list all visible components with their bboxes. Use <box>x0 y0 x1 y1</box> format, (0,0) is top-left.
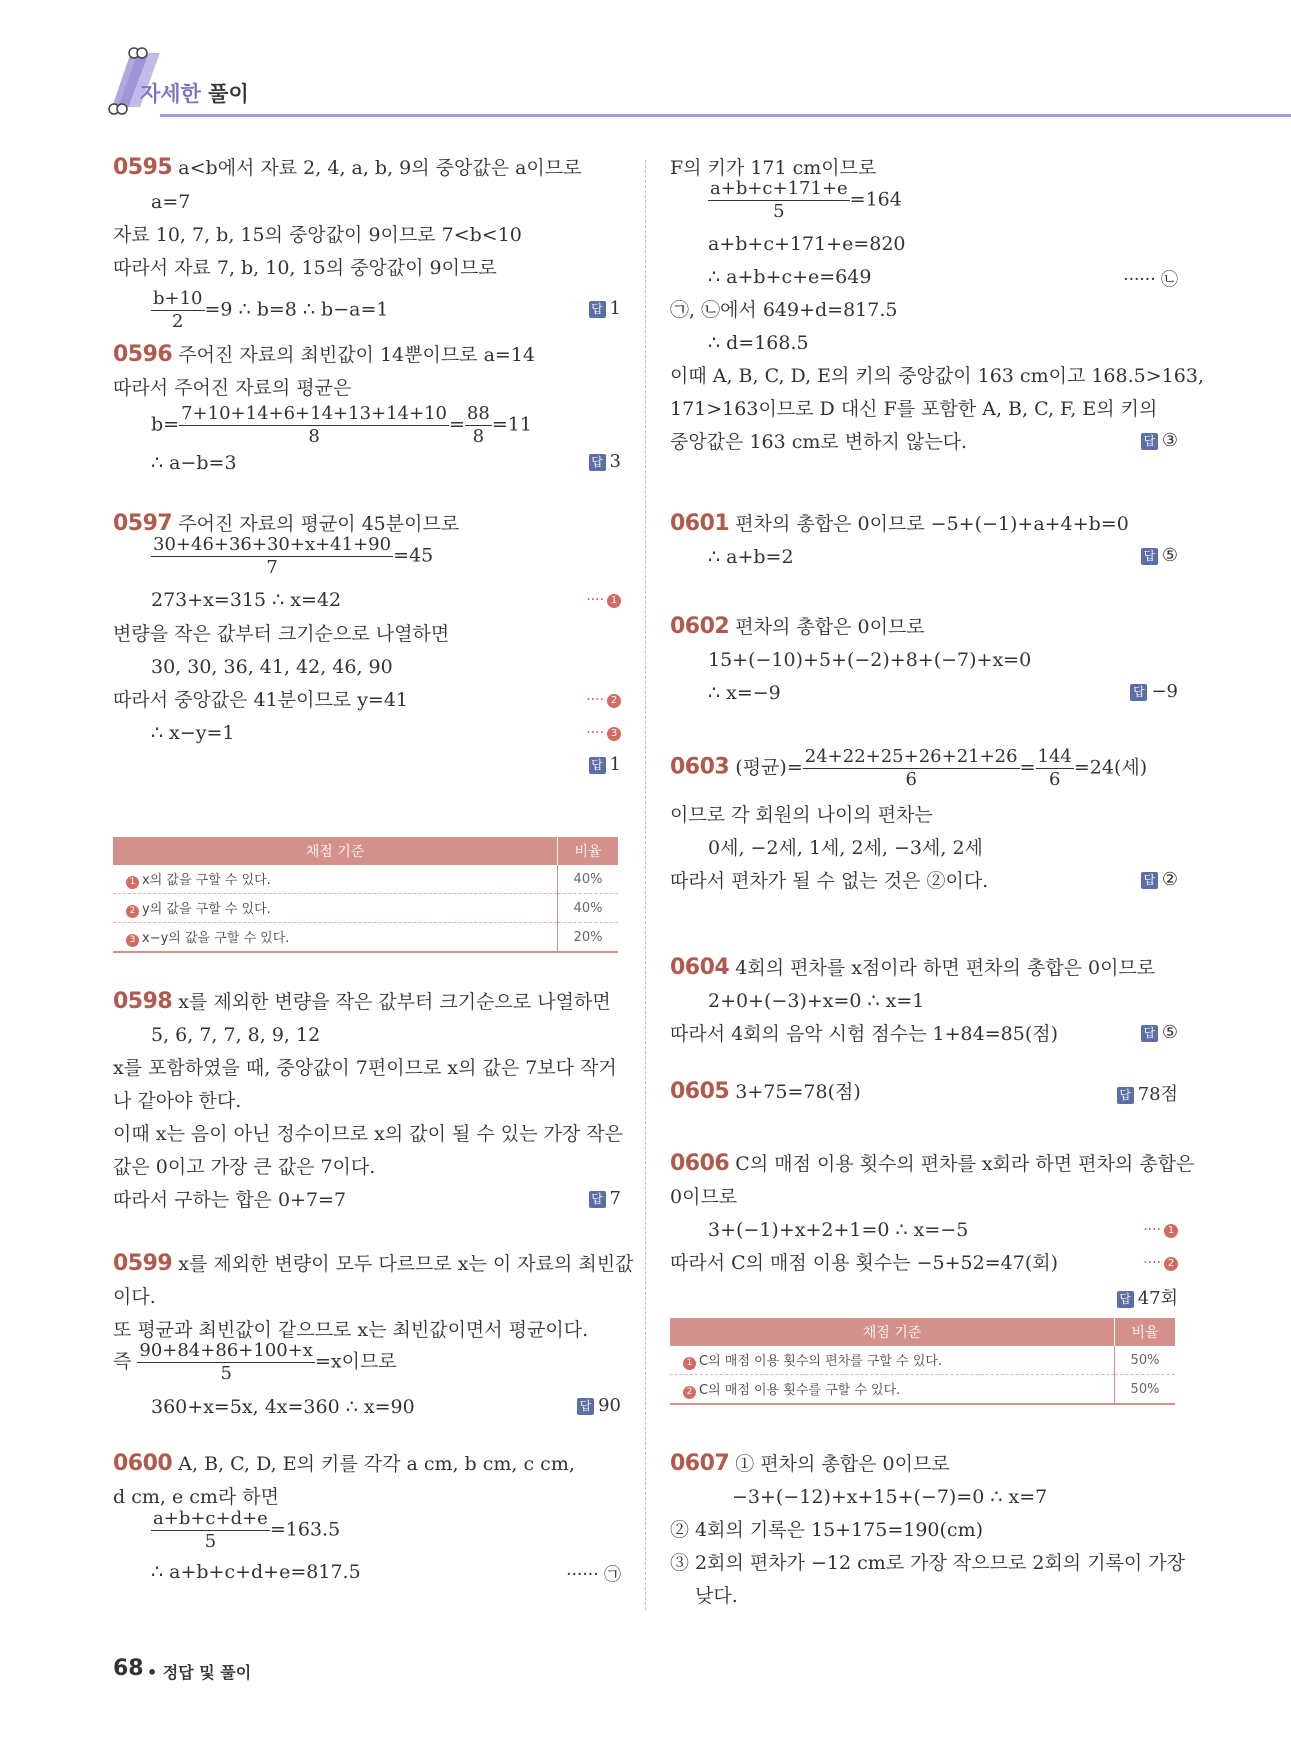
text-line: x를 제외한 변량을 작은 값부터 크기순으로 나열하면 <box>178 991 611 1013</box>
text-line: ① 편차의 총합은 0이므로 <box>735 1453 950 1475</box>
text-line: 따라서 자료 7, b, 10, 15의 중앙값이 9이므로 <box>113 257 497 279</box>
text-line: 360+x=5x, 4x=360 ∴ x=90 <box>151 1396 415 1418</box>
text-line: a+b+c+171+e=820 <box>708 233 906 255</box>
text-line: 주어진 자료의 최빈값이 14뿐이므로 a=14 <box>178 344 535 366</box>
formula-line: b= $\frac{7+10+14+6+14+13+14+10}{8}$ = $\frac{88}{8}$ =11 <box>151 403 532 447</box>
formula-line: 즉 $\frac{90+84+86+100+x}{5}$ =x이므로 <box>113 1340 397 1384</box>
problem-number: 0602 <box>670 614 730 639</box>
text-line: 3+(−1)+x+2+1=0 ∴ x=−5 <box>708 1219 969 1241</box>
step-marker: ···· 1 <box>586 592 621 608</box>
step-marker: ···· 2 <box>586 692 621 708</box>
answer: 답 ③ <box>1141 430 1178 451</box>
fraction: $\frac{b+10}{2}$ <box>153 288 203 332</box>
text-line: 171>163이므로 D 대신 F를 포함한 A, B, C, F, E의 키의 <box>670 398 1158 420</box>
equation-marker: ······ ㉡ <box>1123 270 1178 290</box>
text-line: ∴ a−b=3 <box>151 452 237 474</box>
answer-icon: 답 <box>1141 433 1158 450</box>
text-line: A, B, C, D, E의 키를 각각 a cm, b cm, c cm, <box>178 1453 575 1475</box>
text-line: 이때 A, B, C, D, E의 키의 중앙값이 163 cm이고 168.5>163, <box>670 365 1204 387</box>
text-line: 변량을 작은 값부터 크기순으로 나열하면 <box>113 623 450 645</box>
text-line: 이므로 각 회원의 나이의 편차는 <box>670 804 933 826</box>
text-line: 2+0+(−3)+x=0 ∴ x=1 <box>708 990 925 1012</box>
text-line: 15+(−10)+5+(−2)+8+(−7)+x=0 <box>708 649 1032 671</box>
text-line: 이때 x는 음이 아닌 정수이므로 x의 값이 될 수 있는 가장 작은 <box>113 1123 624 1145</box>
formula-line: $\frac{a+b+c+171+e}{5}$ =164 <box>710 178 902 222</box>
answer-icon: 답 <box>1117 1087 1134 1104</box>
title-part2: 풀이 <box>208 82 249 106</box>
problem-number: 0605 <box>670 1079 730 1104</box>
answer: 답 ⑤ <box>1141 545 1178 566</box>
formula-line: 0603 (평균)= $\frac{24+22+25+26+21+26}{6}$ = $\frac{144}{6}$ =24(세) <box>670 746 1148 790</box>
problem-number: 0597 <box>113 511 173 536</box>
text-line: F의 키가 171 cm이므로 <box>670 157 877 179</box>
answer: 답 1 <box>589 298 621 319</box>
answer: 답 1 <box>589 754 621 775</box>
answer-icon: 답 <box>589 757 606 774</box>
text-line: ∴ d=168.5 <box>708 332 809 354</box>
text-line: 주어진 자료의 평균이 45분이므로 <box>178 513 460 535</box>
answer: 답 47회 <box>1117 1284 1178 1310</box>
problem-number: 0596 <box>113 342 173 367</box>
answer: 답 ② <box>1141 869 1178 890</box>
text-line: 나 같아야 한다. <box>113 1090 242 1112</box>
text-line: 0세, −2세, 1세, 2세, −3세, 2세 <box>708 837 983 859</box>
table-row: 2 y의 값을 구할 수 있다. 40% <box>113 894 618 923</box>
answer-icon: 답 <box>1141 1025 1158 1042</box>
text-line: 중앙값은 163 cm로 변하지 않는다. <box>670 431 968 453</box>
problem-number: 0607 <box>670 1451 730 1476</box>
text-line: 30, 30, 36, 41, 42, 46, 90 <box>151 656 393 678</box>
table-header: 비율 <box>558 837 619 865</box>
answer-icon: 답 <box>1141 872 1158 889</box>
header-divider <box>160 114 1291 117</box>
text-line: 3+75=78(점) <box>735 1081 861 1103</box>
text-line: 편차의 총합은 0이므로 <box>735 616 925 638</box>
answer: 답 78점 <box>1117 1080 1178 1106</box>
answer: 답 −9 <box>1130 681 1178 702</box>
text-line: 낮다. <box>695 1585 738 1607</box>
scoring-table-2 <box>670 1318 1175 1405</box>
answer-icon: 답 <box>1130 684 1147 701</box>
text-line: ∴ x=−9 <box>708 682 781 704</box>
formula-line: $\frac{b+10}{2}$ =9 ∴ b=8 ∴ b−a=1 <box>153 288 389 332</box>
column-divider <box>645 160 646 1610</box>
text-line: −3+(−12)+x+15+(−7)=0 ∴ x=7 <box>732 1486 1048 1508</box>
text-line: 따라서 C의 매점 이용 횟수는 −5+52=47(회) <box>670 1252 1059 1274</box>
table-row: 1 C의 매점 이용 횟수의 편차를 구할 수 있다. 50% <box>670 1346 1175 1375</box>
table-row: 3 x−y의 값을 구할 수 있다. 20% <box>113 923 618 953</box>
answer-icon: 답 <box>589 301 606 318</box>
text-line: 따라서 편차가 될 수 없는 것은 ②이다. <box>670 870 989 892</box>
answer: 답 7 <box>589 1188 621 1209</box>
answer: 답 ⑤ <box>1141 1022 1178 1043</box>
text-line: 이다. <box>113 1286 156 1308</box>
answer-icon: 답 <box>1141 548 1158 565</box>
text-line: 따라서 중앙값은 41분이므로 y=41 <box>113 689 409 711</box>
text-line: 0이므로 <box>670 1186 738 1208</box>
page-section-title <box>140 78 249 108</box>
footer-label: • 정답 및 풀이 <box>147 1663 252 1682</box>
text-line: ③ 2회의 편차가 −12 cm로 가장 작으므로 2회의 기록이 가장 <box>670 1552 1186 1574</box>
text-line: 5, 6, 7, 7, 8, 9, 12 <box>151 1024 321 1046</box>
text-line: 273+x=315 ∴ x=42 <box>151 589 342 611</box>
text-line: 또 평균과 최빈값이 같으므로 x는 최빈값이면서 평균이다. <box>113 1319 589 1341</box>
text-line: 따라서 주어진 자료의 평균은 <box>113 377 352 399</box>
table-row: 2 C의 매점 이용 횟수를 구할 수 있다. 50% <box>670 1375 1175 1405</box>
text-line: ∴ a+b=2 <box>708 546 794 568</box>
text-line: ∴ a+b+c+e=649 <box>708 266 872 288</box>
text-line: x를 포함하였을 때, 중앙값이 7편이므로 x의 값은 7보다 작거 <box>113 1057 617 1079</box>
answer: 답 3 <box>589 451 621 472</box>
answer: 답 90 <box>577 1395 621 1416</box>
problem-number: 0601 <box>670 511 730 536</box>
step-marker: ···· 1 <box>1143 1222 1178 1238</box>
equation-marker: ······ ㉠ <box>566 1565 621 1585</box>
answer-icon: 답 <box>589 1191 606 1208</box>
text-line: 값은 0이고 가장 큰 값은 7이다. <box>113 1156 376 1178</box>
text-line: 4회의 편차를 x점이라 하면 편차의 총합은 0이므로 <box>735 957 1156 979</box>
problem-number: 0600 <box>113 1451 173 1476</box>
problem-number: 0598 <box>113 989 173 1014</box>
formula-line: $\frac{30+46+36+30+x+41+90}{7}$ =45 <box>153 534 434 578</box>
text-line: 따라서 구하는 합은 0+7=7 <box>113 1189 347 1211</box>
step-marker: ···· 3 <box>586 725 621 741</box>
step-marker: ···· 2 <box>1143 1255 1178 1271</box>
text-line: 자료 10, 7, b, 15의 중앙값이 9이므로 7<b<10 <box>113 224 522 246</box>
table-header: 채점 기준 <box>670 1318 1115 1346</box>
answer-icon: 답 <box>589 454 606 471</box>
problem-number: 0604 <box>670 955 730 980</box>
table-row: 1 x의 값을 구할 수 있다. 40% <box>113 865 618 894</box>
text-line: ② 4회의 기록은 15+175=190(cm) <box>670 1519 984 1541</box>
text-line: ㉠, ㉡에서 649+d=817.5 <box>670 299 898 321</box>
table-header: 채점 기준 <box>113 837 558 865</box>
text-line: C의 매점 이용 횟수의 편차를 x회라 하면 편차의 총합은 <box>735 1153 1195 1175</box>
text-line: d cm, e cm라 하면 <box>113 1486 279 1508</box>
text-line: a=7 <box>151 191 191 213</box>
scoring-table-1 <box>113 837 618 953</box>
text-line: a<b에서 자료 2, 4, a, b, 9의 중앙값은 a이므로 <box>178 157 582 179</box>
problem-number: 0603 <box>670 754 730 780</box>
formula-line: $\frac{a+b+c+d+e}{5}$ =163.5 <box>153 1508 341 1552</box>
text-line: ∴ a+b+c+d+e=817.5 <box>151 1561 361 1583</box>
answer-icon: 답 <box>1117 1291 1134 1308</box>
page-number: 68 <box>113 1656 144 1681</box>
table-header: 비율 <box>1115 1318 1176 1346</box>
text-line: x를 제외한 변량이 모두 다르므로 x는 이 자료의 최빈값 <box>178 1253 634 1275</box>
text-line: ∴ x−y=1 <box>151 722 235 744</box>
answer-icon: 답 <box>577 1398 594 1415</box>
text-line: 따라서 4회의 음악 시험 점수는 1+84=85(점) <box>670 1023 1058 1045</box>
text-line: 편차의 총합은 0이므로 −5+(−1)+a+4+b=0 <box>735 513 1129 535</box>
problem-number: 0599 <box>113 1251 173 1276</box>
problem-number: 0606 <box>670 1151 730 1176</box>
problem-number: 0595 <box>113 155 173 180</box>
title-part1: 자세한 <box>140 82 201 106</box>
